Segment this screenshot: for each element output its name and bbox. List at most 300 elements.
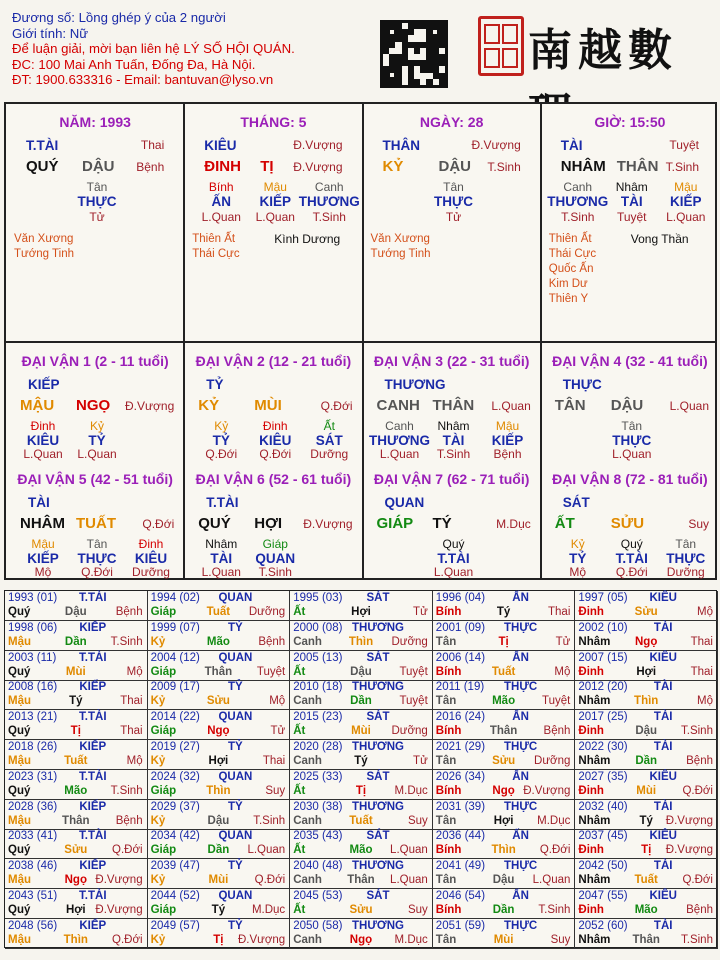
year-god: THƯƠNG: [352, 741, 404, 753]
year-phase: Bệnh: [686, 904, 713, 916]
year-cell: [5, 680, 148, 710]
year-branch: Sửu: [64, 844, 88, 857]
hidden-phase: Dưỡng: [310, 447, 349, 461]
year-cell: [433, 740, 576, 770]
year-stem: Quý: [8, 784, 31, 797]
year-label: 1998 (06): [8, 621, 58, 634]
hidden-stem: Quý: [620, 537, 643, 551]
dai-van-title: ĐẠI VẬN 8 (72 - 81 tuổi): [552, 471, 708, 487]
year-stem: Kỷ: [150, 933, 166, 946]
pillar-phase: T.Sinh: [665, 160, 699, 174]
year-label: 2030 (38): [293, 800, 343, 813]
pillar-note: Thiên Ất: [192, 233, 236, 245]
year-label: 1995 (03): [293, 592, 343, 604]
hidden-god: TỶ: [569, 551, 587, 566]
year-cell: [148, 859, 291, 889]
year-branch: Dậu: [64, 606, 87, 618]
pillar-phase: Bệnh: [136, 160, 165, 174]
hidden-stem: Canh: [385, 419, 414, 433]
year-label: 2024 (32): [150, 770, 200, 783]
year-stem: Kỷ: [150, 814, 166, 827]
dai-van-phase: Đ.Vượng: [303, 517, 353, 531]
year-stem: Đinh: [578, 725, 604, 738]
year-god: THƯƠNG: [352, 800, 404, 813]
hidden-stem: Ất: [323, 419, 335, 433]
year-label: 2017 (25): [578, 711, 628, 724]
year-phase: Mộ: [697, 606, 713, 618]
hidden-phase: T.Sinh: [312, 210, 346, 224]
year-phase: Tuyệt: [256, 665, 286, 678]
year-label: 1997 (05): [578, 592, 628, 604]
year-branch: Hợi: [208, 755, 229, 767]
dai-van-phase: L.Quan: [669, 399, 709, 413]
hidden-stem: Tân: [443, 180, 464, 194]
year-stem: Canh: [293, 814, 322, 827]
year-label: 2000 (08): [293, 621, 343, 634]
pillar-star-phase: Đ.Vượng: [471, 138, 521, 152]
year-phase: Suy: [265, 784, 286, 797]
year-phase: Mộ: [554, 665, 571, 678]
year-cell: [575, 651, 718, 681]
year-cell: [5, 621, 148, 651]
hidden-phase: T.Sinh: [436, 447, 471, 461]
dai-van-star: TÀI: [28, 495, 50, 510]
year-cell: [5, 889, 148, 919]
pillar-0: [6, 104, 184, 341]
year-label: 2016 (24): [435, 711, 486, 724]
year-branch: Dậu: [350, 665, 372, 678]
year-branch: Thìn: [348, 635, 374, 648]
dai-van-stem: GIÁP: [376, 515, 414, 532]
hidden-god: KIẾP: [669, 194, 702, 209]
year-cell: [433, 680, 576, 710]
year-branch: Thân: [347, 874, 375, 887]
year-stem: Mậu: [8, 635, 31, 648]
hidden-stem: Bính: [208, 180, 234, 194]
year-label: 2038 (46): [8, 860, 58, 873]
year-stem: Ất: [293, 725, 306, 738]
year-god: THỰC: [504, 621, 538, 634]
year-label: 2007 (15): [578, 651, 628, 664]
dai-van-branch: THÂN: [432, 397, 475, 414]
year-branch: Ngọ: [492, 784, 515, 797]
year-stem: Giáp: [150, 904, 177, 916]
year-branch: Tị: [213, 933, 224, 946]
year-cell: [148, 889, 291, 919]
year-god: ẤN: [512, 770, 529, 783]
year-cell: [575, 621, 718, 651]
year-branch: Tị: [498, 635, 509, 648]
dai-van-star: QUAN: [384, 495, 425, 510]
year-phase: Đ.Vượng: [95, 904, 143, 916]
year-stem: Tân: [435, 933, 457, 946]
pillar-note: Văn Xương: [14, 233, 74, 245]
year-god: TÀI: [653, 800, 673, 813]
hidden-god: KIÊU: [26, 433, 60, 448]
hidden-stem: Mậu: [263, 180, 287, 194]
year-stem: Nhâm: [578, 874, 611, 887]
year-label: 2011 (19): [435, 681, 485, 694]
dai-van-title: ĐẠI VẬN 3 (22 - 31 tuổi): [373, 353, 530, 369]
year-phase: Suy: [407, 904, 428, 916]
year-label: 2006 (14): [435, 651, 486, 664]
year-branch: Tị: [641, 844, 652, 857]
pillar-star-phase: Đ.Vượng: [293, 138, 343, 152]
pillar-star: TÀI: [560, 138, 583, 153]
year-cell: [5, 740, 148, 770]
pillar-note: Kim Dư: [548, 278, 588, 290]
year-cell: [5, 591, 148, 621]
year-branch: Ngọ: [64, 874, 87, 887]
year-god: THƯƠNG: [352, 621, 404, 634]
year-stem: Nhâm: [578, 635, 611, 648]
year-cell: [575, 919, 718, 949]
year-branch: Mùi: [351, 725, 371, 738]
year-cell: [290, 621, 433, 651]
year-label: 2005 (13): [293, 651, 343, 664]
year-phase: Đ.Vượng: [95, 874, 143, 887]
year-stem: Đinh: [578, 844, 604, 857]
year-phase: Đ.Vượng: [665, 814, 713, 827]
year-cell: [148, 710, 291, 740]
hidden-god: TÀI: [442, 433, 465, 448]
dai-van-branch: NGỌ: [76, 397, 111, 414]
year-cell: [290, 770, 433, 800]
year-branch: Tuất: [349, 814, 373, 827]
hidden-god: KIẾP: [27, 551, 59, 566]
year-phase: Mộ: [126, 665, 143, 678]
year-branch: Sửu: [492, 755, 516, 767]
dai-van-title: ĐẠI VẬN 7 (62 - 71 tuổi): [373, 471, 530, 487]
year-phase: Đ.Vượng: [237, 933, 286, 946]
hidden-phase: Q.Đới: [205, 447, 238, 461]
year-cell: [575, 829, 718, 859]
year-god: QUAN: [218, 770, 253, 783]
year-branch: Sửu: [206, 695, 230, 708]
year-label: 1994 (02): [150, 592, 200, 604]
pillar-title: THÁNG: 5: [240, 114, 307, 130]
hidden-god: T.TÀI: [437, 551, 470, 566]
year-god: ẤN: [512, 711, 529, 724]
year-phase: Tuyệt: [542, 695, 571, 708]
year-god: KIẾP: [79, 681, 107, 694]
year-label: 2050 (58): [293, 919, 343, 932]
hidden-stem: Tân: [621, 419, 643, 433]
year-god: TỶ: [228, 919, 243, 932]
hidden-god: QUAN: [255, 551, 296, 566]
year-branch: Mùi: [636, 784, 657, 797]
pillar-title: GIỜ: 15:50: [594, 114, 666, 130]
pillar-stem: ĐINH: [204, 158, 241, 175]
hidden-phase: L.Quan: [379, 447, 420, 461]
year-god: T.TÀI: [79, 770, 107, 783]
dai-van-4: [541, 341, 719, 459]
year-phase: Thai: [262, 755, 286, 767]
year-label: 2040 (48): [293, 860, 343, 873]
year-cell: [433, 651, 576, 681]
dai-van-branch: SỬU: [610, 515, 645, 532]
year-label: 2025 (33): [293, 770, 343, 783]
year-branch: Dần: [635, 755, 658, 767]
year-god: T.TÀI: [79, 830, 107, 843]
year-label: 2041 (49): [435, 860, 486, 873]
hidden-stem: Canh: [314, 180, 344, 194]
hidden-god: TỶ: [88, 433, 106, 448]
hidden-stem: Tân: [86, 537, 108, 551]
year-branch: Mão: [206, 635, 230, 648]
hidden-phase: T.Sinh: [258, 565, 292, 579]
dai-van-branch: HỢI: [254, 515, 283, 532]
year-stem: Nhâm: [578, 933, 611, 946]
year-phase: Thai: [120, 695, 143, 708]
year-branch: Dậu: [492, 874, 515, 887]
year-branch: Mão: [634, 904, 658, 916]
hidden-stem: Nhâm: [437, 419, 470, 433]
year-branch: Dần: [492, 904, 515, 916]
year-phase: Q.Đới: [112, 933, 143, 946]
year-stem: Giáp: [150, 844, 177, 857]
header-info: [12, 10, 352, 88]
year-stem: Bính: [435, 844, 462, 857]
year-stem: Canh: [293, 755, 322, 767]
year-god: KIẾP: [79, 621, 107, 634]
year-stem: Giáp: [150, 725, 177, 738]
year-branch: Tý: [354, 755, 368, 767]
hidden-stem: Đinh: [262, 419, 288, 433]
pillar-note: Tướng Tinh: [14, 248, 74, 260]
year-stem: Tân: [435, 814, 457, 827]
pillar-title: NGÀY: 28: [419, 114, 484, 130]
hidden-phase: Tử: [445, 210, 462, 224]
year-label: 2049 (57): [150, 919, 200, 932]
year-cell: [575, 710, 718, 740]
year-cell: [575, 800, 718, 830]
year-phase: Tử: [270, 725, 286, 738]
hidden-stem: Kỷ: [214, 419, 229, 433]
dai-van-branch: DẬU: [610, 397, 644, 414]
year-cell: [148, 919, 291, 949]
phone-email-line: ĐT: 1900.633316 - Email: bantuvan@lyso.vn: [12, 72, 274, 88]
year-stem: Tân: [435, 635, 457, 648]
year-branch: Tuất: [491, 665, 516, 678]
dai-van-stem: NHÂM: [20, 515, 65, 532]
hidden-god: THƯƠNG: [298, 194, 360, 209]
chart-grid: [4, 102, 717, 580]
year-cell: [5, 800, 148, 830]
year-phase: Q.Đới: [112, 844, 143, 857]
dai-van-stem: MẬU: [20, 397, 55, 414]
year-phase: Thai: [690, 635, 713, 648]
year-god: SÁT: [366, 830, 390, 843]
year-label: 2036 (44): [435, 830, 486, 843]
year-phase: Thai: [690, 665, 713, 678]
hidden-phase: Tử: [89, 210, 105, 224]
year-stem: Mậu: [8, 933, 31, 946]
hidden-phase: Q.Đới: [81, 565, 113, 579]
year-god: QUAN: [218, 592, 253, 604]
pillar-2: [363, 104, 541, 341]
year-cell: [433, 710, 576, 740]
hidden-stem: Tân: [675, 537, 697, 551]
dai-van-phase: Q.Đới: [142, 517, 175, 531]
dai-van-star: T.TÀI: [206, 495, 239, 510]
pillar-note: Thái Cực: [192, 248, 240, 260]
year-cell: [5, 859, 148, 889]
year-cell: [433, 889, 576, 919]
hidden-stem: Tân: [86, 180, 108, 194]
year-branch: Dần: [350, 695, 372, 708]
year-phase: Dưỡng: [391, 725, 428, 738]
pillar-phase: Đ.Vượng: [293, 160, 343, 174]
hidden-stem: Giáp: [262, 537, 288, 551]
year-phase: Tử: [413, 606, 428, 618]
year-phase: Thai: [548, 606, 571, 618]
year-cell: [290, 829, 433, 859]
year-stem: Tân: [435, 695, 457, 708]
year-stem: Mậu: [8, 874, 31, 887]
year-cell: [148, 800, 291, 830]
year-god: SÁT: [366, 770, 390, 783]
dai-van-star: TỶ: [206, 377, 224, 392]
year-branch: Mão: [64, 784, 88, 797]
year-cell: [290, 680, 433, 710]
year-cell: [433, 919, 576, 949]
owner-line: Đương số: Lồng ghép ý của 2 người: [12, 10, 226, 25]
year-label: 2018 (26): [8, 741, 58, 753]
year-god: THỰC: [504, 800, 538, 813]
dai-van-star: THỰC: [562, 377, 602, 392]
year-branch: Dậu: [207, 814, 230, 827]
year-cell: [575, 680, 718, 710]
dai-van-phase: Q.Đới: [320, 399, 353, 413]
hidden-phase: Dưỡng: [132, 565, 170, 579]
year-stem: Tân: [435, 755, 457, 767]
year-god: SÁT: [366, 651, 390, 664]
year-stem: Đinh: [578, 904, 604, 916]
year-cell: [148, 651, 291, 681]
dai-van-2: [184, 341, 362, 459]
hidden-god: KIẾP: [491, 433, 524, 448]
year-cell: [148, 621, 291, 651]
pillar-star: THÂN: [382, 138, 420, 153]
year-stem: Đinh: [578, 665, 604, 678]
dai-van-7: [363, 459, 541, 577]
year-label: 2044 (52): [150, 890, 200, 902]
year-label: 1996 (04): [435, 592, 486, 604]
year-cell: [148, 770, 291, 800]
year-stem: Ất: [293, 784, 306, 797]
year-label: 2051 (59): [435, 919, 486, 932]
year-branch: Tuất: [206, 606, 231, 618]
dai-van-stem: KỶ: [198, 397, 220, 414]
year-phase: Q.Đới: [539, 844, 571, 857]
hidden-god: KIÊU: [259, 433, 292, 448]
year-label: 2012 (20): [578, 681, 628, 694]
year-cell: [148, 591, 291, 621]
dai-van-title: ĐẠI VẬN 2 (12 - 21 tuổi): [195, 353, 352, 369]
dai-van-phase: M.Dục: [496, 517, 531, 531]
year-label: 2008 (16): [8, 681, 58, 694]
year-cell: [290, 651, 433, 681]
year-stem: Mậu: [8, 695, 31, 708]
year-phase: Tử: [555, 635, 571, 648]
year-god: QUAN: [218, 830, 253, 843]
year-cell: [575, 591, 718, 621]
pillar-note: Văn Xương: [370, 233, 430, 245]
year-cell: [290, 710, 433, 740]
year-label: 2019 (27): [150, 741, 200, 753]
year-branch: Ngọ: [635, 635, 658, 648]
year-label: 2013 (21): [8, 711, 58, 724]
year-god: KIÊU: [649, 830, 677, 843]
year-label: 2029 (37): [150, 800, 200, 813]
year-branch: Mùi: [493, 933, 514, 946]
year-stem: Kỷ: [150, 635, 166, 648]
year-god: TỶ: [228, 800, 243, 813]
year-stem: Ất: [293, 904, 306, 916]
year-god: QUAN: [218, 890, 253, 902]
year-cell: [290, 800, 433, 830]
year-branch: Dần: [64, 635, 87, 648]
year-stem: Bính: [435, 725, 462, 738]
year-stem: Quý: [8, 844, 31, 857]
year-phase: L.Quan: [390, 844, 428, 857]
year-phase: L.Quan: [390, 874, 428, 887]
year-god: THỰC: [504, 741, 538, 753]
hidden-phase: Tuyệt: [616, 210, 647, 224]
year-cell: [290, 591, 433, 621]
year-label: 2010 (18): [293, 681, 343, 694]
year-cell: [148, 740, 291, 770]
year-phase: Đ.Vượng: [523, 784, 571, 797]
year-phase: Mộ: [269, 695, 286, 708]
pillar-note-center: Vong Thần: [630, 232, 689, 246]
hidden-phase: Q.Đới: [259, 447, 292, 461]
year-stem: Giáp: [150, 606, 177, 618]
dai-van-phase: L.Quan: [491, 399, 531, 413]
year-branch: Mùi: [65, 665, 86, 678]
year-cell: [290, 740, 433, 770]
year-label: 2052 (60): [578, 919, 628, 932]
hidden-phase: L.Quan: [612, 447, 652, 461]
hidden-god: SÁT: [315, 433, 343, 448]
year-stem: Quý: [8, 606, 31, 618]
year-cell: [433, 621, 576, 651]
year-phase: M.Dục: [251, 904, 286, 916]
pillar-phase: T.Sinh: [487, 160, 521, 174]
year-god: ẤN: [512, 592, 529, 604]
year-cell: [5, 770, 148, 800]
year-branch: Thìn: [206, 784, 231, 797]
year-stem: Nhâm: [578, 695, 611, 708]
year-god: KIẾP: [79, 860, 107, 873]
hidden-stem: Mậu: [31, 537, 55, 551]
year-god: TỶ: [228, 681, 243, 694]
year-god: KIÊU: [649, 770, 677, 783]
year-god: SÁT: [366, 711, 390, 724]
year-god: THƯƠNG: [352, 681, 404, 694]
year-cell: [148, 680, 291, 710]
hidden-god: ẤN: [211, 194, 231, 209]
year-phase: Dưỡng: [534, 755, 571, 767]
year-god: T.TÀI: [79, 711, 107, 724]
year-stem: Bính: [435, 904, 462, 916]
year-stem: Kỷ: [150, 695, 166, 708]
year-branch: Thân: [204, 665, 233, 678]
hidden-phase: Mộ: [34, 565, 52, 579]
year-label: 2027 (35): [578, 770, 628, 783]
pillar-star: KIÊU: [204, 138, 237, 153]
